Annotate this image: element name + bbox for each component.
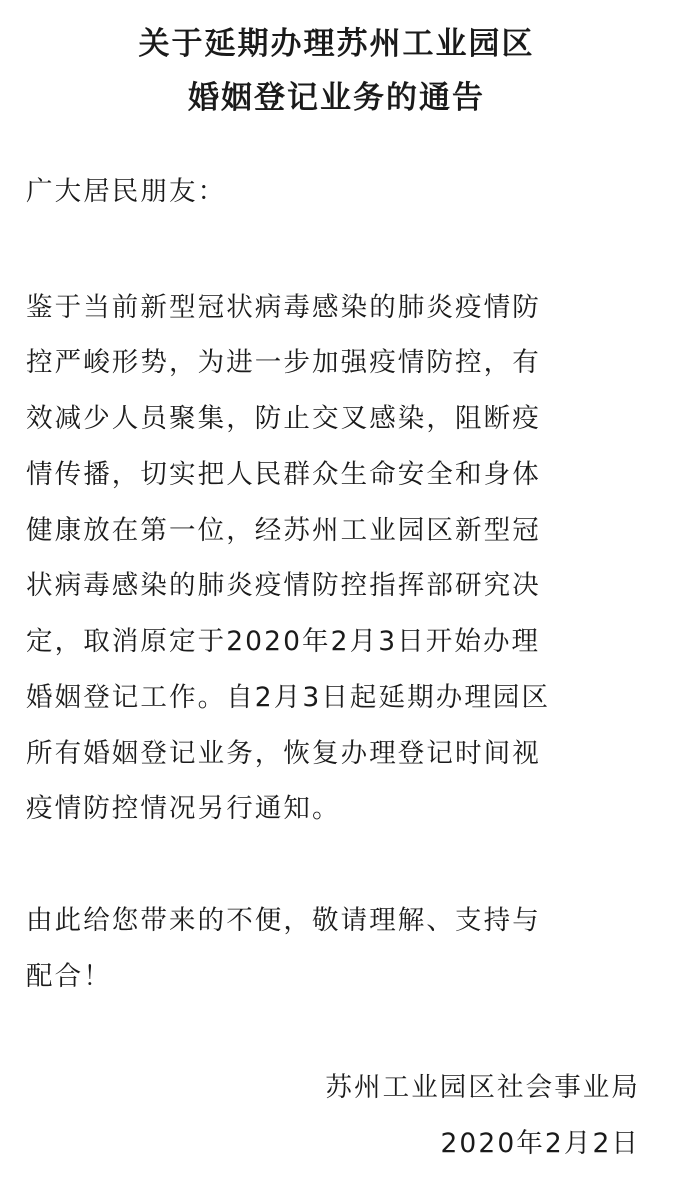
body-line-6: 状病毒感染的肺炎疫情防控指挥部研究决 — [26, 570, 541, 601]
body-line-10: 疫情防控情况另行通知。 — [26, 793, 341, 824]
body-line-8: 婚姻登记工作。自2月3日起延期办理园区 — [26, 682, 551, 713]
body-line-1: 鉴于当前新型冠状病毒感染的肺炎疫情防 — [26, 292, 541, 323]
notice-title-line-1: 关于延期办理苏州工业园区 — [138, 26, 535, 62]
closing-line-1: 由此给您带来的不便，敬请理解、支持与 — [26, 905, 541, 936]
body-line-9: 所有婚姻登记业务，恢复办理登记时间视 — [26, 738, 541, 769]
issue-date: 2020年2月2日 — [440, 1128, 640, 1159]
salutation: 广大居民朋友： — [26, 176, 227, 207]
body-line-4: 情传播，切实把人民群众生命安全和身体 — [26, 459, 541, 490]
body-line-3: 效减少人员聚集，防止交叉感染，阻断疫 — [26, 403, 541, 434]
closing-line-2: 配合！ — [26, 961, 112, 992]
issuer-name: 苏州工业园区社会事业局 — [325, 1072, 640, 1103]
body-line-5: 健康放在第一位，经苏州工业园区新型冠 — [26, 515, 541, 546]
body-line-2: 控严峻形势，为进一步加强疫情防控，有 — [26, 347, 541, 378]
body-line-7: 定，取消原定于2020年2月3日开始办理 — [26, 626, 541, 657]
notice-title-line-2: 婚姻登记业务的通告 — [188, 80, 485, 116]
